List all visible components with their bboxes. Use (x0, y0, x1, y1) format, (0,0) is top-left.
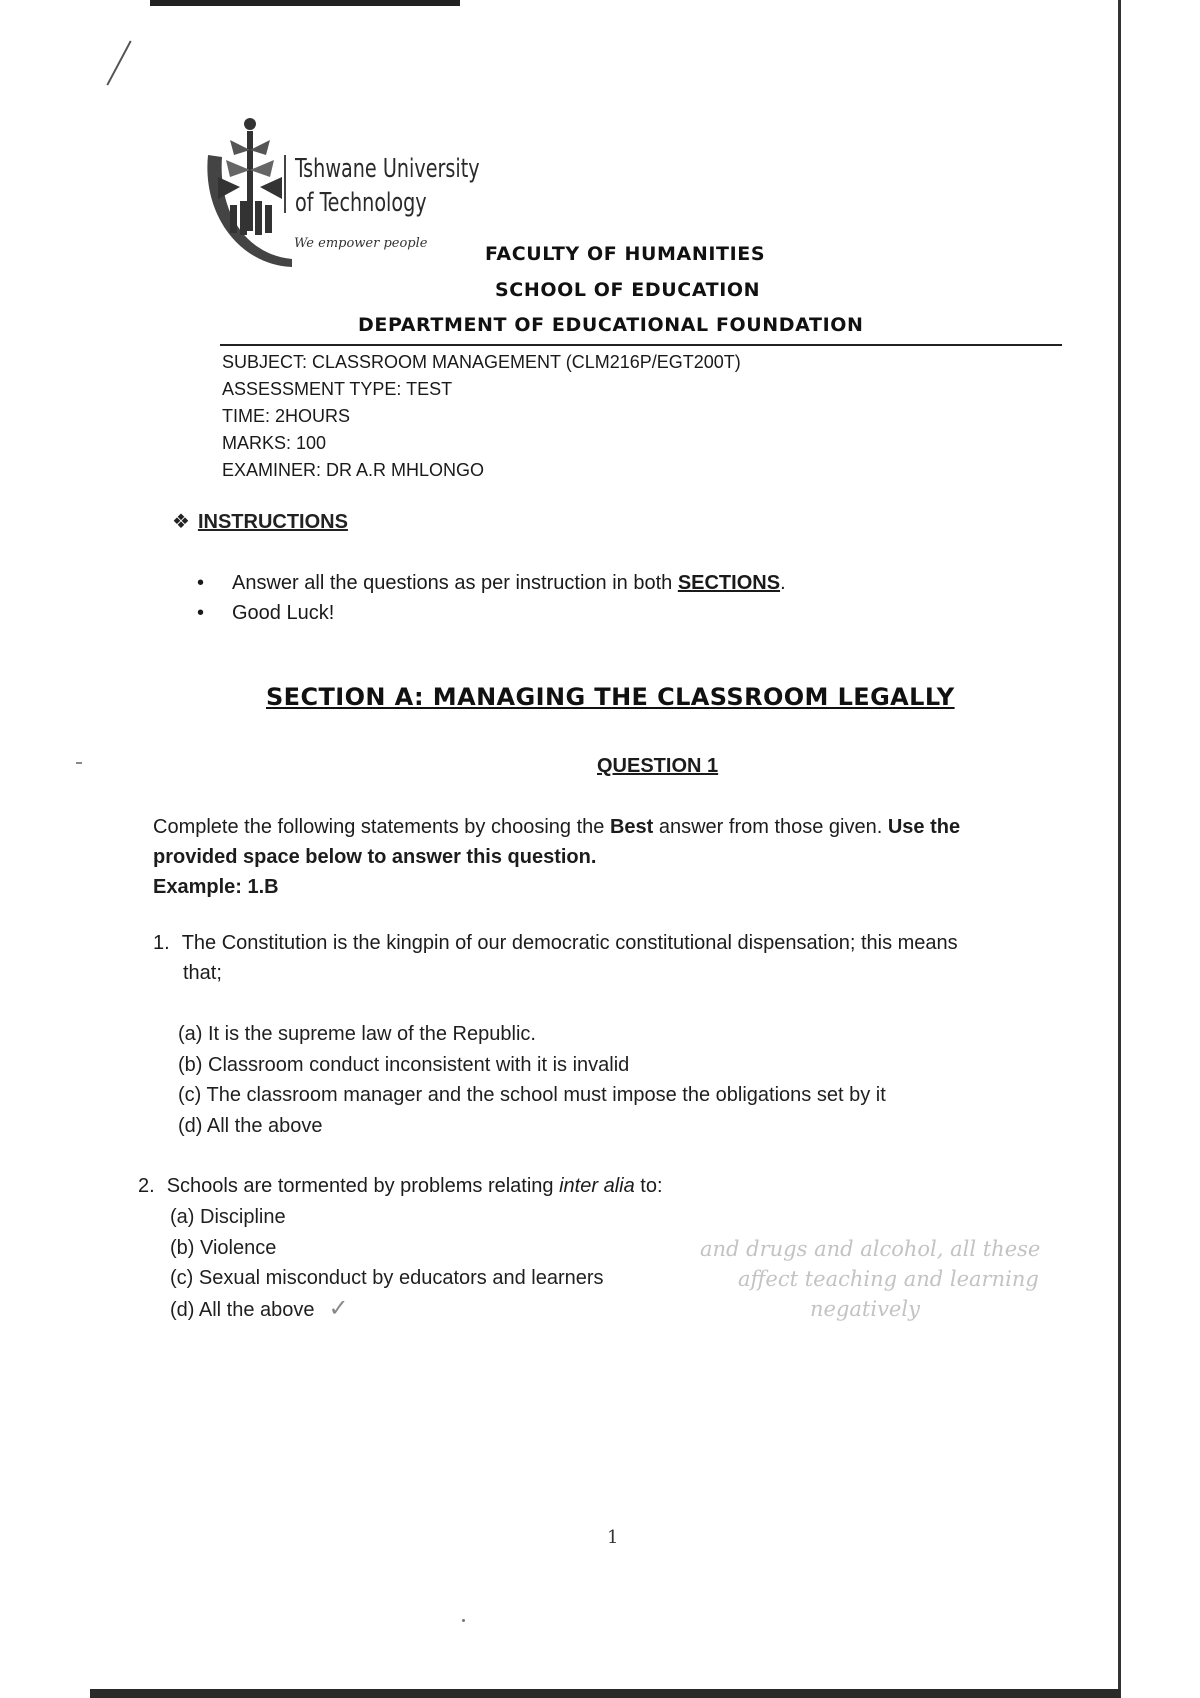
assessment-details (222, 349, 741, 484)
question-2-options (170, 1202, 604, 1325)
instructions-list (197, 568, 786, 628)
question-number: 1. (153, 932, 170, 954)
section-a-title: SECTION A: MANAGING THE CLASSROOM LEGALLY (266, 683, 955, 711)
university-tagline: We empower people (294, 236, 428, 251)
bullet-icon: • (197, 602, 205, 624)
question-item-1: 1. The Constitution is the kingpin of our democratic constitutional dispensation; this means that; (153, 932, 958, 984)
scan-edge-right (1118, 0, 1121, 1698)
option-b: (b) Classroom conduct inconsistent with it is invalid (178, 1053, 630, 1076)
header-divider (220, 344, 1062, 346)
option-c: (c) Sexual misconduct by educators and learners (170, 1267, 604, 1289)
assessment-type-line: ASSESSMENT TYPE: TEST (222, 379, 453, 399)
scan-edge-bottom (90, 1689, 1120, 1698)
option-b: (b) Violence (170, 1236, 277, 1259)
scan-edge-top (150, 0, 460, 6)
option-a: (a) It is the supreme law of the Republic. (178, 1023, 536, 1045)
faculty-heading: FACULTY OF HUMANITIES (485, 243, 766, 265)
speck-mark (462, 1619, 465, 1622)
marks-line: MARKS: 100 (222, 433, 327, 453)
department-heading: DEPARTMENT OF EDUCATIONAL FOUNDATION (358, 314, 864, 336)
option-d: (d) All the above ✓ (170, 1294, 349, 1322)
option-c: (c) The classroom manager and the school must impose the obligations set by it (178, 1084, 886, 1106)
list-item: • Good Luck! (197, 598, 786, 628)
instructions-heading: ❖ INSTRUCTIONS (172, 511, 348, 533)
check-mark-icon: ✓ (328, 1294, 349, 1322)
diamond-bullet-icon: ❖ (172, 511, 190, 533)
question-1-title: QUESTION 1 (597, 755, 719, 777)
pen-stroke-mark (106, 40, 131, 85)
option-d: (d) All the above (178, 1114, 323, 1137)
question-item-2: 2. Schools are tormented by problems relating inter alia to: (138, 1175, 663, 1197)
examiner-line: EXAMINER: DR A.R MHLONGO (222, 460, 485, 480)
list-item: • Answer all the questions as per instruction in both SECTIONS. (197, 568, 786, 598)
handwritten-note: and drugs and alcohol, all these affect teaching and learning negatively (700, 1237, 1041, 1321)
question-number: 2. (138, 1175, 155, 1197)
school-heading: SCHOOL OF EDUCATION (495, 279, 761, 301)
question-instructions: Complete the following statements by choosing the Best answer from those given. Use the provided space below to answer this question. Example: 1.B (153, 812, 960, 902)
time-line: TIME: 2HOURS (222, 406, 351, 426)
option-a: (a) Discipline (170, 1206, 286, 1228)
subject-line: SUBJECT: CLASSROOM MANAGEMENT (CLM216P/EGT200T) (222, 352, 741, 372)
university-name: Tshwane University of Technology (295, 154, 480, 218)
example-line: Example: 1.B (153, 876, 279, 898)
margin-smudge (76, 762, 82, 764)
question-1-options (178, 1019, 886, 1141)
page-number: 1 (607, 1527, 619, 1548)
bullet-icon: • (197, 572, 205, 594)
